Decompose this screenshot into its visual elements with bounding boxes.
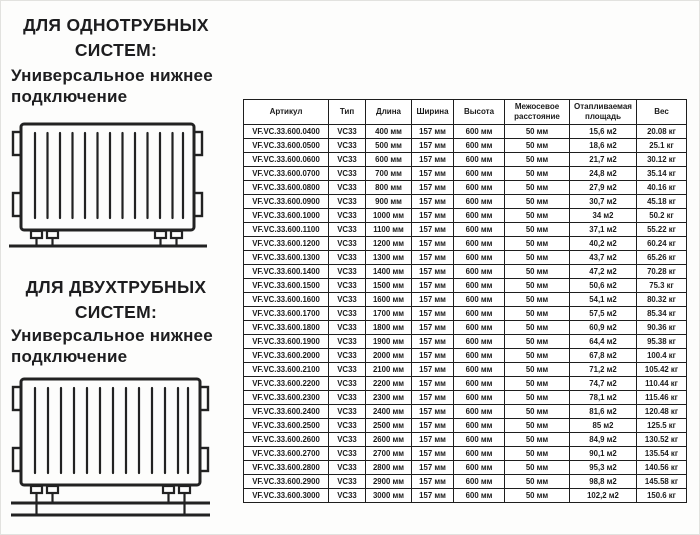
- table-cell: 157 мм: [412, 391, 454, 405]
- table-cell: VF.VC.33.600.2800: [244, 461, 329, 475]
- table-row: [244, 475, 687, 489]
- table-cell: 2700 мм: [366, 447, 412, 461]
- column-header: Отапливаемая площадь: [570, 100, 637, 125]
- table-cell: 1700 мм: [366, 307, 412, 321]
- table-cell: 600 мм: [454, 335, 505, 349]
- table-cell: VC33: [329, 237, 366, 251]
- table-cell: VF.VC.33.600.1900: [244, 335, 329, 349]
- table-cell: 1400 мм: [366, 265, 412, 279]
- column-header: Длина: [366, 100, 412, 125]
- table-cell: 600 мм: [454, 209, 505, 223]
- table-cell: 71,2 м2: [570, 363, 637, 377]
- table-cell: 157 мм: [412, 363, 454, 377]
- table-cell: 157 мм: [412, 307, 454, 321]
- table-cell: VC33: [329, 293, 366, 307]
- table-cell: 600 мм: [454, 293, 505, 307]
- table-cell: 54,1 м2: [570, 293, 637, 307]
- table-row: [244, 363, 687, 377]
- table-cell: 27,9 м2: [570, 181, 637, 195]
- table-cell: 600 мм: [454, 279, 505, 293]
- table-cell: 50 мм: [505, 475, 570, 489]
- table-cell: 2800 мм: [366, 461, 412, 475]
- table-cell: 50 мм: [505, 489, 570, 503]
- table-cell: 600 мм: [454, 377, 505, 391]
- table-cell: 60.24 кг: [637, 237, 687, 251]
- table-cell: 2000 мм: [366, 349, 412, 363]
- table-cell: 43,7 м2: [570, 251, 637, 265]
- table-cell: VC33: [329, 461, 366, 475]
- table-cell: 140.56 кг: [637, 461, 687, 475]
- table-cell: 45.18 кг: [637, 195, 687, 209]
- table-row: [244, 265, 687, 279]
- radiator-drawing-double: [7, 375, 214, 521]
- table-cell: 50 мм: [505, 447, 570, 461]
- table-cell: 50,6 м2: [570, 279, 637, 293]
- table-cell: VF.VC.33.600.2700: [244, 447, 329, 461]
- table-cell: 75.3 кг: [637, 279, 687, 293]
- table-cell: VC33: [329, 223, 366, 237]
- table-cell: VC33: [329, 363, 366, 377]
- table-cell: 135.54 кг: [637, 447, 687, 461]
- table-cell: 80.32 кг: [637, 293, 687, 307]
- table-cell: 157 мм: [412, 405, 454, 419]
- table-cell: VC33: [329, 181, 366, 195]
- table-cell: 600 мм: [454, 405, 505, 419]
- table-cell: VF.VC.33.600.1100: [244, 223, 329, 237]
- table-row: [244, 153, 687, 167]
- table-cell: VC33: [329, 265, 366, 279]
- table-cell: 145.58 кг: [637, 475, 687, 489]
- column-header: Артикул: [244, 100, 329, 125]
- table-cell: 50 мм: [505, 391, 570, 405]
- table-cell: 2500 мм: [366, 419, 412, 433]
- table-cell: 800 мм: [366, 181, 412, 195]
- table-row: [244, 307, 687, 321]
- table-cell: 157 мм: [412, 475, 454, 489]
- table-cell: 50 мм: [505, 265, 570, 279]
- table-row: [244, 461, 687, 475]
- table-cell: 47,2 м2: [570, 265, 637, 279]
- table-cell: VF.VC.33.600.1500: [244, 279, 329, 293]
- table-cell: 600 мм: [454, 349, 505, 363]
- table-cell: 157 мм: [412, 195, 454, 209]
- table-cell: 157 мм: [412, 139, 454, 153]
- table-cell: 64,4 м2: [570, 335, 637, 349]
- table-cell: 125.5 кг: [637, 419, 687, 433]
- table-cell: 50 мм: [505, 433, 570, 447]
- table-cell: 50 мм: [505, 349, 570, 363]
- table-cell: 110.44 кг: [637, 377, 687, 391]
- table-cell: 50 мм: [505, 167, 570, 181]
- table-row: [244, 447, 687, 461]
- table-row: [244, 377, 687, 391]
- table-cell: 98,8 м2: [570, 475, 637, 489]
- table-cell: 50 мм: [505, 405, 570, 419]
- table-cell: 900 мм: [366, 195, 412, 209]
- table-row: [244, 279, 687, 293]
- table-cell: 25.1 кг: [637, 139, 687, 153]
- table-cell: VF.VC.33.600.0600: [244, 153, 329, 167]
- table-cell: 600 мм: [366, 153, 412, 167]
- table-cell: VC33: [329, 251, 366, 265]
- table-cell: 120.48 кг: [637, 405, 687, 419]
- table-row: [244, 335, 687, 349]
- table-row: [244, 139, 687, 153]
- table-cell: 500 мм: [366, 139, 412, 153]
- table-cell: 157 мм: [412, 447, 454, 461]
- column-header: Межосевое расстояние: [505, 100, 570, 125]
- table-row: [244, 181, 687, 195]
- table-cell: 2100 мм: [366, 363, 412, 377]
- table-cell: VC33: [329, 475, 366, 489]
- table-cell: 50 мм: [505, 279, 570, 293]
- table-row: [244, 391, 687, 405]
- table-cell: 157 мм: [412, 223, 454, 237]
- table-cell: 20.08 кг: [637, 125, 687, 139]
- column-header: Вес: [637, 100, 687, 125]
- spec-table-header: [244, 100, 687, 125]
- table-cell: 50 мм: [505, 153, 570, 167]
- table-cell: 600 мм: [454, 195, 505, 209]
- table-cell: VF.VC.33.600.0500: [244, 139, 329, 153]
- column-header: Тип: [329, 100, 366, 125]
- table-cell: 50 мм: [505, 139, 570, 153]
- table-cell: 157 мм: [412, 321, 454, 335]
- table-cell: VC33: [329, 377, 366, 391]
- table-cell: 67,8 м2: [570, 349, 637, 363]
- table-cell: 81,6 м2: [570, 405, 637, 419]
- table-row: [244, 251, 687, 265]
- table-cell: 2300 мм: [366, 391, 412, 405]
- table-cell: VC33: [329, 349, 366, 363]
- table-row: [244, 293, 687, 307]
- table-cell: VC33: [329, 391, 366, 405]
- table-row: [244, 419, 687, 433]
- table-cell: VF.VC.33.600.2300: [244, 391, 329, 405]
- table-cell: 78,1 м2: [570, 391, 637, 405]
- table-cell: VC33: [329, 125, 366, 139]
- table-cell: 115.46 кг: [637, 391, 687, 405]
- table-cell: 24,8 м2: [570, 167, 637, 181]
- table-cell: 2600 мм: [366, 433, 412, 447]
- table-cell: 60,9 м2: [570, 321, 637, 335]
- table-row: [244, 321, 687, 335]
- table-cell: 600 мм: [454, 419, 505, 433]
- table-cell: VC33: [329, 167, 366, 181]
- table-cell: 37,1 м2: [570, 223, 637, 237]
- table-cell: 157 мм: [412, 489, 454, 503]
- table-cell: 700 мм: [366, 167, 412, 181]
- table-cell: 50 мм: [505, 461, 570, 475]
- table-cell: VC33: [329, 209, 366, 223]
- table-cell: 157 мм: [412, 181, 454, 195]
- single-pipe-radiator-diagram: [7, 118, 209, 250]
- table-cell: 157 мм: [412, 237, 454, 251]
- table-cell: 100.4 кг: [637, 349, 687, 363]
- two-pipe-section-title: ДЛЯ ДВУХТРУБНЫХ СИСТЕМ:: [25, 277, 207, 323]
- table-cell: 157 мм: [412, 265, 454, 279]
- two-pipe-subtitle: Универсальное нижнее подключение: [11, 326, 213, 366]
- table-cell: 1900 мм: [366, 335, 412, 349]
- table-cell: 600 мм: [454, 321, 505, 335]
- table-cell: 50 мм: [505, 377, 570, 391]
- column-header: Ширина: [412, 100, 454, 125]
- table-cell: 50 мм: [505, 293, 570, 307]
- table-cell: VF.VC.33.600.2600: [244, 433, 329, 447]
- table-cell: 600 мм: [454, 363, 505, 377]
- table-row: [244, 489, 687, 503]
- spec-table-body: [244, 125, 687, 503]
- table-cell: 95.38 кг: [637, 335, 687, 349]
- table-cell: 600 мм: [454, 307, 505, 321]
- table-cell: 1500 мм: [366, 279, 412, 293]
- table-cell: 157 мм: [412, 461, 454, 475]
- spec-table-container: [243, 99, 687, 503]
- table-row: [244, 167, 687, 181]
- column-header: Высота: [454, 100, 505, 125]
- table-cell: 157 мм: [412, 433, 454, 447]
- table-row: [244, 237, 687, 251]
- table-cell: 50 мм: [505, 251, 570, 265]
- table-cell: 50 мм: [505, 335, 570, 349]
- table-cell: 50 мм: [505, 181, 570, 195]
- table-cell: 95,3 м2: [570, 461, 637, 475]
- table-row: [244, 125, 687, 139]
- two-pipe-radiator-diagram: [7, 375, 214, 521]
- table-cell: 50 мм: [505, 363, 570, 377]
- table-cell: 18,6 м2: [570, 139, 637, 153]
- table-cell: 600 мм: [454, 167, 505, 181]
- table-cell: 2400 мм: [366, 405, 412, 419]
- table-cell: 157 мм: [412, 167, 454, 181]
- table-cell: 35.14 кг: [637, 167, 687, 181]
- table-cell: 90.36 кг: [637, 321, 687, 335]
- table-cell: VC33: [329, 419, 366, 433]
- table-cell: 50 мм: [505, 209, 570, 223]
- table-cell: VF.VC.33.600.0700: [244, 167, 329, 181]
- table-cell: 90,1 м2: [570, 447, 637, 461]
- table-cell: 600 мм: [454, 391, 505, 405]
- table-cell: 600 мм: [454, 433, 505, 447]
- table-cell: VF.VC.33.600.2400: [244, 405, 329, 419]
- table-cell: VF.VC.33.600.2500: [244, 419, 329, 433]
- table-cell: 600 мм: [454, 447, 505, 461]
- table-cell: 130.52 кг: [637, 433, 687, 447]
- table-cell: 50 мм: [505, 195, 570, 209]
- table-cell: 157 мм: [412, 209, 454, 223]
- table-cell: 57,5 м2: [570, 307, 637, 321]
- table-cell: 21,7 м2: [570, 153, 637, 167]
- table-cell: VF.VC.33.600.2200: [244, 377, 329, 391]
- table-cell: 600 мм: [454, 139, 505, 153]
- table-cell: 157 мм: [412, 251, 454, 265]
- table-cell: 157 мм: [412, 377, 454, 391]
- table-cell: 55.22 кг: [637, 223, 687, 237]
- table-cell: 600 мм: [454, 125, 505, 139]
- table-cell: 157 мм: [412, 335, 454, 349]
- table-cell: 400 мм: [366, 125, 412, 139]
- table-cell: 1300 мм: [366, 251, 412, 265]
- table-cell: 1200 мм: [366, 237, 412, 251]
- table-cell: 600 мм: [454, 153, 505, 167]
- table-cell: 50 мм: [505, 237, 570, 251]
- table-cell: 40,2 м2: [570, 237, 637, 251]
- spec-table: [243, 99, 687, 503]
- table-cell: VF.VC.33.600.1200: [244, 237, 329, 251]
- table-cell: VF.VC.33.600.0900: [244, 195, 329, 209]
- table-cell: VC33: [329, 139, 366, 153]
- table-cell: 85 м2: [570, 419, 637, 433]
- table-cell: 157 мм: [412, 153, 454, 167]
- radiator-drawing-single: [7, 118, 209, 250]
- table-cell: 600 мм: [454, 251, 505, 265]
- table-cell: VF.VC.33.600.2100: [244, 363, 329, 377]
- table-cell: 157 мм: [412, 419, 454, 433]
- table-cell: 157 мм: [412, 125, 454, 139]
- table-cell: 157 мм: [412, 279, 454, 293]
- table-cell: VC33: [329, 447, 366, 461]
- table-cell: 600 мм: [454, 461, 505, 475]
- table-cell: 50 мм: [505, 125, 570, 139]
- table-cell: 50 мм: [505, 223, 570, 237]
- table-cell: 1000 мм: [366, 209, 412, 223]
- table-cell: 40.16 кг: [637, 181, 687, 195]
- table-cell: 50 мм: [505, 307, 570, 321]
- table-cell: VF.VC.33.600.1600: [244, 293, 329, 307]
- single-pipe-subtitle: Универсальное нижнее подключение: [11, 66, 213, 106]
- table-cell: VF.VC.33.600.2000: [244, 349, 329, 363]
- table-cell: 65.26 кг: [637, 251, 687, 265]
- table-cell: VF.VC.33.600.0400: [244, 125, 329, 139]
- table-cell: VF.VC.33.600.1700: [244, 307, 329, 321]
- table-cell: 1600 мм: [366, 293, 412, 307]
- table-cell: 15,6 м2: [570, 125, 637, 139]
- table-row: [244, 195, 687, 209]
- table-row: [244, 349, 687, 363]
- table-cell: VF.VC.33.600.1800: [244, 321, 329, 335]
- table-cell: 30,7 м2: [570, 195, 637, 209]
- table-cell: VF.VC.33.600.1000: [244, 209, 329, 223]
- table-cell: 600 мм: [454, 181, 505, 195]
- single-pipe-section-title: ДЛЯ ОДНОТРУБНЫХ СИСТЕМ:: [23, 15, 209, 61]
- table-cell: VC33: [329, 321, 366, 335]
- header-row: [244, 100, 687, 125]
- table-cell: VC33: [329, 433, 366, 447]
- table-cell: 157 мм: [412, 293, 454, 307]
- table-cell: VC33: [329, 405, 366, 419]
- table-cell: 50.2 кг: [637, 209, 687, 223]
- table-cell: VF.VC.33.600.1300: [244, 251, 329, 265]
- table-cell: 74,7 м2: [570, 377, 637, 391]
- table-cell: 600 мм: [454, 223, 505, 237]
- table-cell: 1800 мм: [366, 321, 412, 335]
- table-cell: 50 мм: [505, 419, 570, 433]
- table-cell: VC33: [329, 489, 366, 503]
- table-cell: 150.6 кг: [637, 489, 687, 503]
- table-row: [244, 209, 687, 223]
- table-cell: 85.34 кг: [637, 307, 687, 321]
- table-cell: 1100 мм: [366, 223, 412, 237]
- table-cell: VC33: [329, 195, 366, 209]
- table-cell: VC33: [329, 279, 366, 293]
- table-row: [244, 433, 687, 447]
- table-cell: 600 мм: [454, 489, 505, 503]
- table-cell: VC33: [329, 307, 366, 321]
- table-cell: 2200 мм: [366, 377, 412, 391]
- table-cell: 600 мм: [454, 237, 505, 251]
- table-cell: 157 мм: [412, 349, 454, 363]
- table-cell: 2900 мм: [366, 475, 412, 489]
- table-cell: 30.12 кг: [637, 153, 687, 167]
- table-cell: VC33: [329, 153, 366, 167]
- table-cell: 84,9 м2: [570, 433, 637, 447]
- table-cell: 70.28 кг: [637, 265, 687, 279]
- table-cell: 105.42 кг: [637, 363, 687, 377]
- table-cell: 3000 мм: [366, 489, 412, 503]
- table-cell: 34 м2: [570, 209, 637, 223]
- table-cell: VC33: [329, 335, 366, 349]
- table-cell: 600 мм: [454, 265, 505, 279]
- table-cell: 50 мм: [505, 321, 570, 335]
- table-cell: VF.VC.33.600.2900: [244, 475, 329, 489]
- table-cell: 102,2 м2: [570, 489, 637, 503]
- table-cell: VF.VC.33.600.1400: [244, 265, 329, 279]
- table-row: [244, 223, 687, 237]
- table-cell: 600 мм: [454, 475, 505, 489]
- table-row: [244, 405, 687, 419]
- table-cell: VF.VC.33.600.0800: [244, 181, 329, 195]
- table-cell: VF.VC.33.600.3000: [244, 489, 329, 503]
